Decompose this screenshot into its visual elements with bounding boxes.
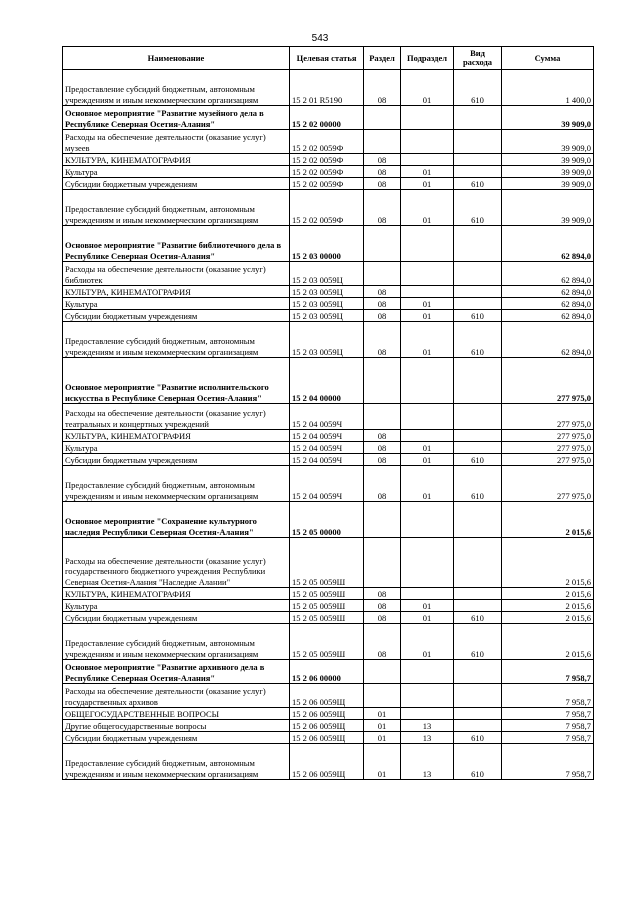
row-sum: 277 975,0 [502, 454, 594, 466]
row-sum: 2 015,6 [502, 538, 594, 588]
header-expense-type: Вид расхода [454, 47, 502, 70]
row-name: Другие общегосударственные вопросы [63, 720, 290, 732]
row-section: 08 [364, 310, 401, 322]
row-section [364, 130, 401, 154]
row-sum: 7 958,7 [502, 744, 594, 780]
row-subsection [401, 226, 454, 262]
table-row [63, 502, 594, 538]
row-target-article: 15 2 05 00000 [290, 502, 364, 538]
row-section: 01 [364, 732, 401, 744]
row-name: Расходы на обеспечение деятельности (оказание услуг) государственного бюджетного учреждения Республики Северная Осетия-Алания "Наследие Алании" [63, 538, 290, 588]
row-subsection: 01 [401, 70, 454, 106]
row-subsection [401, 262, 454, 286]
row-section [364, 684, 401, 708]
table-body [63, 70, 594, 780]
row-sum: 62 894,0 [502, 298, 594, 310]
row-name: Культура [63, 166, 290, 178]
table-row [63, 130, 594, 154]
row-sum: 277 975,0 [502, 358, 594, 404]
row-section: 01 [364, 708, 401, 720]
table-row [63, 404, 594, 430]
row-section: 08 [364, 70, 401, 106]
row-expense-type [454, 404, 502, 430]
table-row [63, 466, 594, 502]
row-expense-type: 610 [454, 454, 502, 466]
row-section: 08 [364, 466, 401, 502]
row-section [364, 502, 401, 538]
row-sum: 39 909,0 [502, 106, 594, 130]
table-row [63, 154, 594, 166]
row-name: ОБЩЕГОСУДАРСТВЕННЫЕ ВОПРОСЫ [63, 708, 290, 720]
row-subsection: 01 [401, 442, 454, 454]
row-expense-type [454, 226, 502, 262]
row-section: 08 [364, 612, 401, 624]
row-name: Расходы на обеспечение деятельности (оказание услуг) государственных архивов [63, 684, 290, 708]
row-sum: 39 909,0 [502, 166, 594, 178]
row-target-article: 15 2 06 0059Щ [290, 708, 364, 720]
table-row [63, 322, 594, 358]
row-section [364, 106, 401, 130]
row-expense-type [454, 430, 502, 442]
row-target-article: 15 2 03 0059Ц [290, 262, 364, 286]
row-section: 08 [364, 600, 401, 612]
row-sum: 7 958,7 [502, 684, 594, 708]
row-target-article: 15 2 03 0059Ц [290, 310, 364, 322]
table-row [63, 538, 594, 588]
table-row [63, 286, 594, 298]
table-row [63, 262, 594, 286]
row-subsection: 01 [401, 624, 454, 660]
row-target-article: 15 2 06 0059Щ [290, 732, 364, 744]
row-target-article: 15 2 02 0059Ф [290, 190, 364, 226]
row-target-article: 15 2 04 0059Ч [290, 442, 364, 454]
row-name: Основное мероприятие "Сохранение культурного наследия Республики Северная Осетия-Алания" [63, 502, 290, 538]
row-target-article: 15 2 04 0059Ч [290, 454, 364, 466]
row-name: КУЛЬТУРА, КИНЕМАТОГРАФИЯ [63, 430, 290, 442]
table-row [63, 600, 594, 612]
row-expense-type [454, 154, 502, 166]
row-sum: 7 958,7 [502, 732, 594, 744]
row-section: 08 [364, 298, 401, 310]
row-name: КУЛЬТУРА, КИНЕМАТОГРАФИЯ [63, 154, 290, 166]
row-name: Основное мероприятие "Развитие архивного дела в Республике Северная Осетия-Алания" [63, 660, 290, 684]
row-expense-type: 610 [454, 310, 502, 322]
row-target-article: 15 2 04 0059Ч [290, 430, 364, 442]
row-section: 08 [364, 624, 401, 660]
row-expense-type [454, 588, 502, 600]
header-section: Раздел [364, 47, 401, 70]
budget-table [62, 46, 594, 780]
row-expense-type [454, 538, 502, 588]
row-section [364, 660, 401, 684]
row-expense-type [454, 660, 502, 684]
table-row [63, 720, 594, 732]
row-subsection [401, 404, 454, 430]
row-name: Субсидии бюджетным учреждениям [63, 310, 290, 322]
row-subsection: 01 [401, 178, 454, 190]
table-row [63, 684, 594, 708]
row-section [364, 538, 401, 588]
row-name: Культура [63, 442, 290, 454]
row-section: 08 [364, 286, 401, 298]
table-row [63, 442, 594, 454]
table-header-row [63, 47, 594, 70]
table-row [63, 624, 594, 660]
table-row [63, 226, 594, 262]
row-target-article: 15 2 01 R5190 [290, 70, 364, 106]
row-sum: 2 015,6 [502, 588, 594, 600]
table-row [63, 106, 594, 130]
row-subsection: 01 [401, 454, 454, 466]
row-name: Расходы на обеспечение деятельности (оказание услуг) музеев [63, 130, 290, 154]
row-sum: 62 894,0 [502, 226, 594, 262]
row-subsection: 01 [401, 612, 454, 624]
row-sum: 7 958,7 [502, 660, 594, 684]
row-target-article: 15 2 05 0059Ш [290, 612, 364, 624]
row-sum: 277 975,0 [502, 430, 594, 442]
row-sum: 277 975,0 [502, 442, 594, 454]
row-expense-type: 610 [454, 466, 502, 502]
row-name: Предоставление субсидий бюджетным, автономным учреждениям и иным некоммерческим организациям [63, 466, 290, 502]
row-subsection [401, 130, 454, 154]
row-target-article: 15 2 04 0059Ч [290, 466, 364, 502]
row-expense-type: 610 [454, 612, 502, 624]
row-name: Предоставление субсидий бюджетным, автономным учреждениям и иным некоммерческим организациям [63, 190, 290, 226]
row-section: 08 [364, 178, 401, 190]
row-sum: 277 975,0 [502, 466, 594, 502]
row-subsection [401, 106, 454, 130]
row-subsection [401, 502, 454, 538]
row-expense-type [454, 684, 502, 708]
row-section: 08 [364, 154, 401, 166]
header-target-article: Целевая статья [290, 47, 364, 70]
row-expense-type: 610 [454, 744, 502, 780]
row-target-article: 15 2 02 0059Ф [290, 166, 364, 178]
row-sum: 7 958,7 [502, 708, 594, 720]
row-name: Основное мероприятие "Развитие музейного дела в Республике Северная Осетия-Алания" [63, 106, 290, 130]
row-subsection: 01 [401, 166, 454, 178]
row-expense-type: 610 [454, 322, 502, 358]
page-number: 543 [311, 33, 329, 44]
row-sum: 2 015,6 [502, 612, 594, 624]
row-expense-type: 610 [454, 624, 502, 660]
table-row [63, 190, 594, 226]
row-subsection [401, 708, 454, 720]
row-sum: 2 015,6 [502, 600, 594, 612]
row-target-article: 15 2 03 00000 [290, 226, 364, 262]
table-row [63, 430, 594, 442]
table-row [63, 70, 594, 106]
row-sum: 39 909,0 [502, 154, 594, 166]
row-name: Субсидии бюджетным учреждениям [63, 612, 290, 624]
row-subsection [401, 538, 454, 588]
row-section: 08 [364, 454, 401, 466]
row-expense-type [454, 720, 502, 732]
row-expense-type [454, 298, 502, 310]
row-section: 01 [364, 744, 401, 780]
row-expense-type [454, 166, 502, 178]
row-target-article: 15 2 05 0059Ш [290, 538, 364, 588]
header-sum: Сумма [502, 47, 594, 70]
row-name: КУЛЬТУРА, КИНЕМАТОГРАФИЯ [63, 588, 290, 600]
table-row [63, 310, 594, 322]
row-target-article: 15 2 05 0059Ш [290, 624, 364, 660]
row-sum: 277 975,0 [502, 404, 594, 430]
row-expense-type [454, 130, 502, 154]
row-subsection: 01 [401, 310, 454, 322]
row-sum: 1 400,0 [502, 70, 594, 106]
row-name: Основное мероприятие "Развитие исполнительского искусства в Республике Северная Осетия-Алания" [63, 358, 290, 404]
row-name: Расходы на обеспечение деятельности (оказание услуг) библиотек [63, 262, 290, 286]
row-section: 01 [364, 720, 401, 732]
row-expense-type: 610 [454, 178, 502, 190]
table-row [63, 588, 594, 600]
row-target-article: 15 2 02 0059Ф [290, 178, 364, 190]
table-row [63, 454, 594, 466]
row-section: 08 [364, 442, 401, 454]
row-target-article: 15 2 02 00000 [290, 106, 364, 130]
table-row [63, 708, 594, 720]
table-row [63, 298, 594, 310]
row-sum: 62 894,0 [502, 322, 594, 358]
row-name: Культура [63, 298, 290, 310]
row-subsection: 01 [401, 466, 454, 502]
row-expense-type: 610 [454, 732, 502, 744]
table-row [63, 166, 594, 178]
row-section [364, 358, 401, 404]
row-subsection: 13 [401, 744, 454, 780]
row-name: Субсидии бюджетным учреждениям [63, 732, 290, 744]
row-target-article: 15 2 03 0059Ц [290, 286, 364, 298]
row-sum: 62 894,0 [502, 286, 594, 298]
row-expense-type [454, 708, 502, 720]
row-sum: 39 909,0 [502, 130, 594, 154]
row-target-article: 15 2 06 0059Щ [290, 720, 364, 732]
row-expense-type: 610 [454, 190, 502, 226]
row-section [364, 226, 401, 262]
table-row [63, 612, 594, 624]
row-expense-type: 610 [454, 70, 502, 106]
row-expense-type [454, 106, 502, 130]
row-sum: 39 909,0 [502, 178, 594, 190]
row-subsection: 01 [401, 322, 454, 358]
row-expense-type [454, 262, 502, 286]
row-sum: 62 894,0 [502, 310, 594, 322]
row-subsection: 01 [401, 298, 454, 310]
row-sum: 62 894,0 [502, 262, 594, 286]
row-target-article: 15 2 03 0059Ц [290, 322, 364, 358]
row-sum: 2 015,6 [502, 502, 594, 538]
row-subsection [401, 358, 454, 404]
row-name: Субсидии бюджетным учреждениям [63, 454, 290, 466]
row-subsection [401, 588, 454, 600]
row-target-article: 15 2 05 0059Ш [290, 588, 364, 600]
row-subsection [401, 154, 454, 166]
row-subsection [401, 430, 454, 442]
row-expense-type [454, 600, 502, 612]
row-subsection [401, 684, 454, 708]
row-subsection [401, 286, 454, 298]
row-subsection: 13 [401, 720, 454, 732]
table-row [63, 358, 594, 404]
table-row [63, 178, 594, 190]
table-row [63, 744, 594, 780]
row-target-article: 15 2 06 00000 [290, 660, 364, 684]
row-name: Субсидии бюджетным учреждениям [63, 178, 290, 190]
row-target-article: 15 2 04 00000 [290, 358, 364, 404]
row-name: Предоставление субсидий бюджетным, автономным учреждениям и иным некоммерческим организациям [63, 70, 290, 106]
row-subsection: 01 [401, 600, 454, 612]
row-target-article: 15 2 02 0059Ф [290, 130, 364, 154]
row-expense-type [454, 502, 502, 538]
row-section [364, 404, 401, 430]
row-target-article: 15 2 02 0059Ф [290, 154, 364, 166]
row-target-article: 15 2 06 0059Щ [290, 744, 364, 780]
row-sum: 7 958,7 [502, 720, 594, 732]
row-target-article: 15 2 06 0059Щ [290, 684, 364, 708]
row-name: Предоставление субсидий бюджетным, автономным учреждениям и иным некоммерческим организациям [63, 322, 290, 358]
table-row [63, 660, 594, 684]
row-expense-type [454, 286, 502, 298]
row-target-article: 15 2 04 0059Ч [290, 404, 364, 430]
row-name: Предоставление субсидий бюджетным, автономным учреждениям и иным некоммерческим организациям [63, 744, 290, 780]
row-name: КУЛЬТУРА, КИНЕМАТОГРАФИЯ [63, 286, 290, 298]
row-section: 08 [364, 190, 401, 226]
header-subsection: Подраздел [401, 47, 454, 70]
row-sum: 39 909,0 [502, 190, 594, 226]
row-sum: 2 015,6 [502, 624, 594, 660]
row-section [364, 262, 401, 286]
row-subsection [401, 660, 454, 684]
row-section: 08 [364, 430, 401, 442]
row-section: 08 [364, 166, 401, 178]
row-target-article: 15 2 05 0059Ш [290, 600, 364, 612]
row-name: Культура [63, 600, 290, 612]
header-name: Наименование [63, 47, 290, 70]
row-expense-type [454, 442, 502, 454]
table-row [63, 732, 594, 744]
row-subsection: 13 [401, 732, 454, 744]
row-section: 08 [364, 322, 401, 358]
row-expense-type [454, 358, 502, 404]
row-section: 08 [364, 588, 401, 600]
row-name: Расходы на обеспечение деятельности (оказание услуг) театральных и концертных учреждений [63, 404, 290, 430]
row-target-article: 15 2 03 0059Ц [290, 298, 364, 310]
row-subsection: 01 [401, 190, 454, 226]
row-name: Предоставление субсидий бюджетным, автономным учреждениям и иным некоммерческим организациям [63, 624, 290, 660]
row-name: Основное мероприятие "Развитие библиотечного дела в Республике Северная Осетия-Алания" [63, 226, 290, 262]
